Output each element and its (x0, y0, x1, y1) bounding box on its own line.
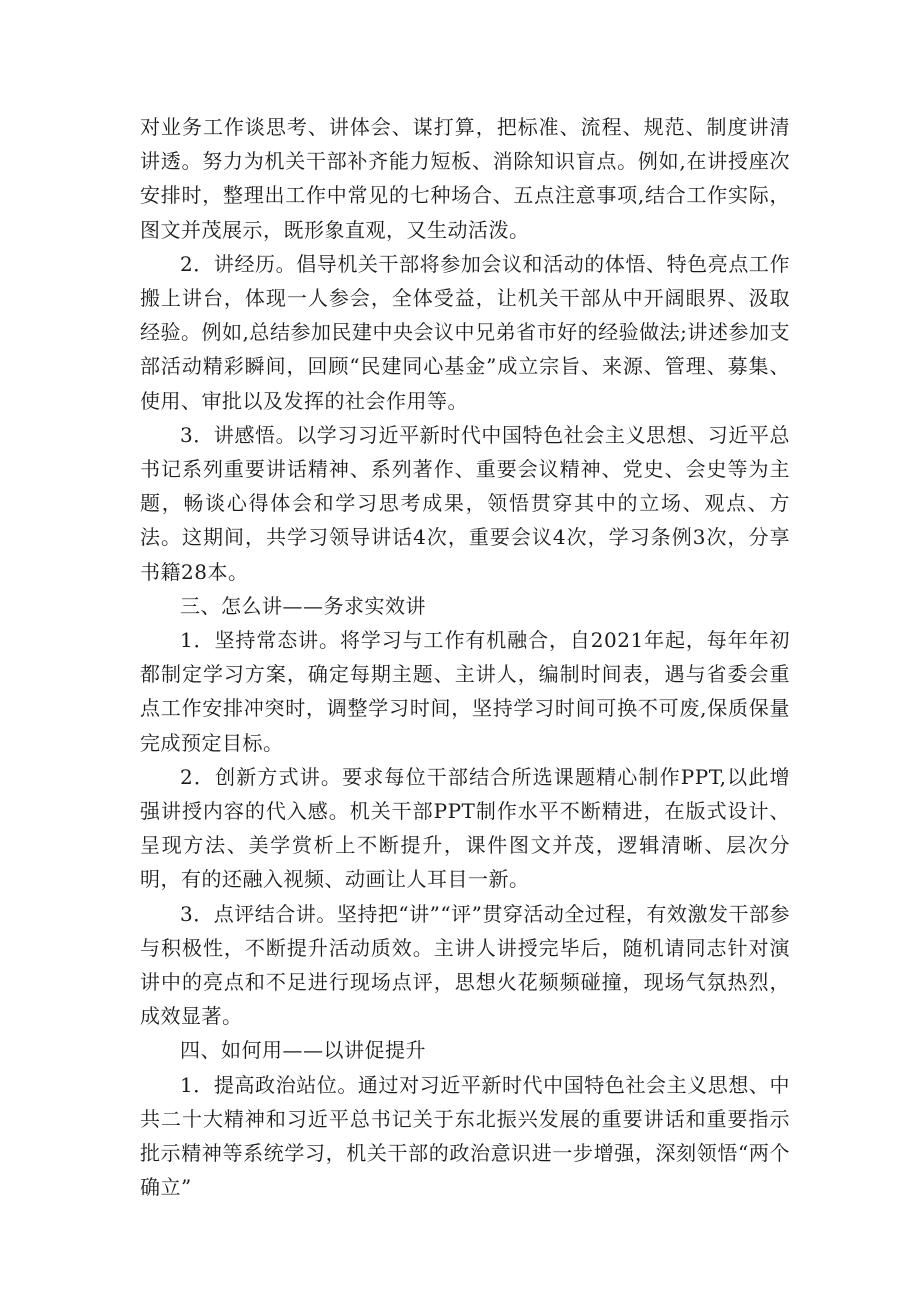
document-page (140, 110, 790, 1205)
paragraph-zhengzhi-zhanwei: 1．提高政治站位。通过对习近平新时代中国特色社会主义思想、中共二十大精神和习近平总书记关于东北振兴发展的重要讲话和重要指示批示精神等系统学习，机关干部的政治意识进一步增强，深刻领悟“两个确立” (140, 1072, 790, 1200)
paragraph-jiang-jingli: 2．讲经历。倡导机关干部将参加会议和活动的体悟、特色亮点工作搬上讲台，体现一人参会，全体受益，让机关干部从中开阔眼界、汲取经验。例如,总结参加民建中央会议中兄弟省市好的经验做法;讲述参加支部活动精彩瞬间，回顾“民建同心基金”成立宗旨、来源、管理、募集、使用、审批以及发挥的社会作用等。 (140, 251, 790, 413)
section-heading-3: 三、怎么讲——务求实效讲 (180, 593, 426, 618)
paragraph-changtai-jiang: 1．坚持常态讲。将学习与工作有机融合，自2021年起，每年年初都制定学习方案，确定每期主题、主讲人，编制时间表，遇与省委会重点工作安排冲突时，调整学习时间，坚持学习时间可换不可废,保质保量完成预定目标。 (140, 628, 790, 755)
paragraph-jiang-ganwu: 3．讲感悟。以学习习近平新时代中国特色社会主义思想、习近平总书记系列重要讲话精神、系列著作、重要会议精神、党史、会史等为主题，畅谈心得体会和学习思考成果，领悟贯穿其中的立场、观点、方法。这期间，共学习领导讲话4次，重要会议4次，学习条例3次，分享书籍28本。 (140, 422, 790, 584)
paragraph-chuangxin-jiang: 2．创新方式讲。要求每位干部结合所选课题精心制作PPT,以此增强讲授内容的代入感。机关干部PPT制作水平不断精进，在版式设计、呈现方法、美学赏析上不断提升，课件图文并茂，逻辑清晰、层次分明，有的还融入视频、动画让人耳目一新。 (140, 764, 790, 892)
section-heading-4: 四、如何用——以讲促提升 (180, 1038, 426, 1063)
paragraph-dianping-jiang: 3．点评结合讲。坚持把“讲”“评”贯穿活动全过程，有效激发干部参与积极性，不断提升活动质效。主讲人讲授完毕后，随机请同志针对演讲中的亮点和不足进行现场点评，思想火花频频碰撞，现场气氛热烈，成效显著。 (140, 901, 790, 1029)
paragraph-continuation: 对业务工作谈思考、讲体会、谋打算，把标准、流程、规范、制度讲清讲透。努力为机关干部补齐能力短板、消除知识盲点。例如,在讲授座次安排时，整理出工作中常见的七种场合、五点注意事项,结合工作实际，图文并茂展示，既形象直观，又生动活泼。 (140, 115, 790, 242)
